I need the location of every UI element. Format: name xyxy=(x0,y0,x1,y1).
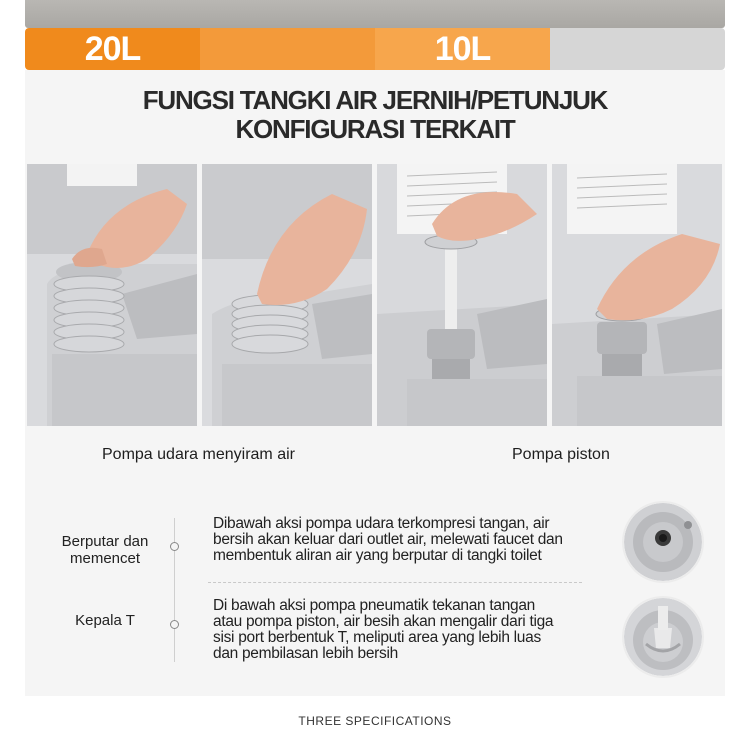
page-title xyxy=(25,86,725,144)
tab-blank-2[interactable] xyxy=(550,28,725,70)
feature-label-line: Berputar dan xyxy=(61,533,149,550)
description-line: Di bawah aksi pompa pneumatik tekanan tangan xyxy=(213,597,535,614)
footer-label: THREE SPECIFICATIONS xyxy=(298,714,452,728)
photo-bellows-pump-pressed xyxy=(202,164,372,426)
title-line-2: KONFIGURASI TERKAIT xyxy=(235,114,515,144)
capacity-tabs xyxy=(25,28,725,70)
description-line: Dibawah aksi pompa udara terkompresi tangan, air xyxy=(213,515,550,532)
feature-label-line: Kepala T xyxy=(75,612,135,629)
description-line: dan pembilasan lebih bersih xyxy=(213,645,398,662)
timeline-dot xyxy=(170,542,179,551)
description-line: membentuk aliran air yang berputar di tangki toilet xyxy=(213,547,542,564)
description-line: bersih akan keluar dari outlet air, melewati faucet dan xyxy=(213,531,563,548)
caption-piston-pump: Pompa piston xyxy=(512,446,610,463)
description-line: sisi port berbentuk T, meliputi area yang lebih luas xyxy=(213,629,541,646)
caption-air-pump: Pompa udara menyiram air xyxy=(102,446,295,463)
timeline-dot xyxy=(170,620,179,629)
swirl-outlet-icon xyxy=(624,503,702,581)
top-product-strip xyxy=(25,0,725,28)
tab-10l[interactable]: 10L xyxy=(375,28,550,70)
feature-label-t-head xyxy=(40,612,170,629)
feature-label-line: memencet xyxy=(69,550,141,567)
photo-piston-pump-up xyxy=(377,164,547,426)
photo-bellows-pump-up xyxy=(27,164,197,426)
tab-blank-1[interactable] xyxy=(200,28,375,70)
title-line-1: FUNGSI TANGKI AIR JERNIH/PETUNJUK xyxy=(142,85,608,115)
feature-description-swirl xyxy=(213,516,613,564)
description-line: atau pompa piston, air besih akan mengalir dari tiga xyxy=(213,613,554,630)
tab-20l[interactable]: 20L xyxy=(25,28,200,70)
feature-label-swirl xyxy=(40,533,170,567)
feature-description-t-head xyxy=(213,598,613,662)
feature-divider xyxy=(208,582,582,583)
t-head-outlet-icon xyxy=(624,598,702,676)
timeline-line xyxy=(174,518,175,662)
photo-piston-pump-pressed xyxy=(552,164,722,426)
